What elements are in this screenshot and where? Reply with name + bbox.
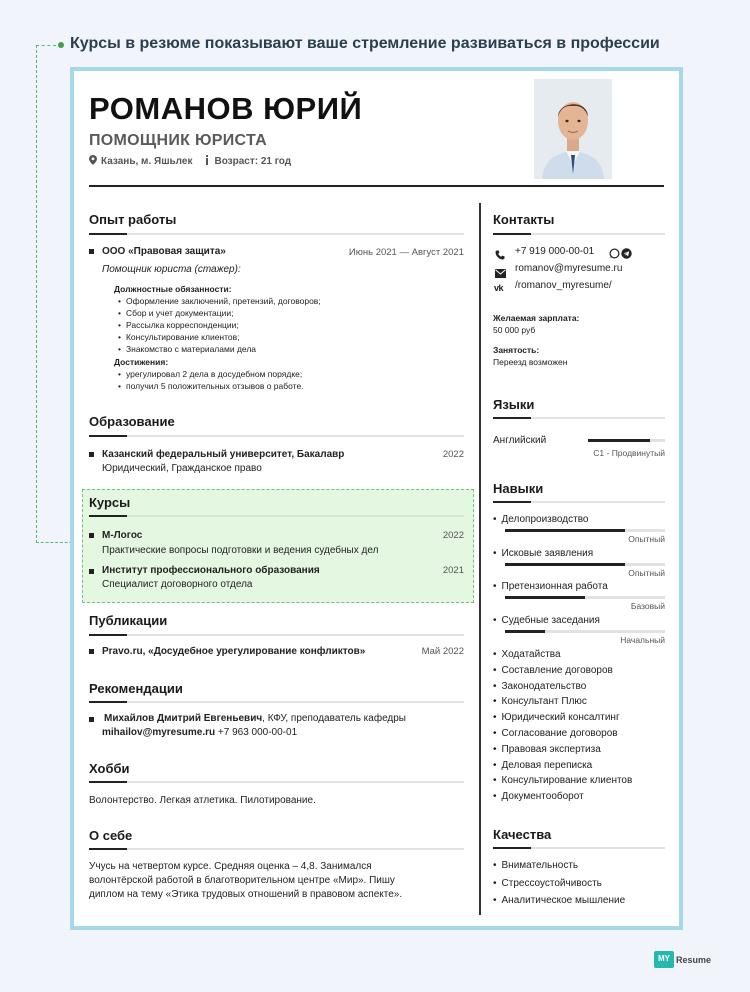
skill-level: Опытный: [628, 534, 665, 544]
section-title-contacts: Контакты: [493, 212, 555, 227]
course-name: М-Логос: [102, 530, 143, 541]
section-title-education: Образование: [89, 414, 175, 429]
duty-item: • Консультирование клиентов;: [118, 332, 240, 342]
column-divider: [479, 203, 481, 915]
resume-page: [74, 71, 679, 926]
phone-icon: [495, 247, 505, 265]
skill-bar-fill: [505, 563, 625, 566]
experience-dates: Июнь 2021 — Август 2021: [348, 247, 464, 258]
logo-badge: MY: [654, 951, 674, 968]
skill-name: • Претензионная работа: [493, 581, 608, 592]
quality-item: • Стрессоустойчивость: [493, 878, 602, 889]
section-title-languages: Языки: [493, 397, 535, 412]
location-pin-icon: [89, 155, 97, 168]
myresume-logo: [654, 951, 711, 968]
achievement-item: • получил 5 положительных отзывов о работе.: [118, 381, 304, 391]
banner-caption: Курсы в резюме показывают ваше стремление развиваться в профессии: [70, 35, 660, 52]
contact-vk[interactable]: /romanov_myresume/: [515, 280, 612, 291]
section-underline: [493, 417, 665, 419]
section-underline: [89, 435, 464, 437]
course-desc: Практические вопросы подготовки и ведения судебных дел: [102, 545, 379, 556]
quality-item: • Аналитическое мышление: [493, 895, 625, 906]
section-title-recommendations: Рекомендации: [89, 681, 183, 696]
salary-label: Желаемая зарплата:: [493, 313, 580, 323]
candidate-meta: [89, 155, 291, 168]
header-divider: [89, 185, 664, 187]
skill-level: Базовый: [630, 601, 665, 611]
achievement-item: • урегулировал 2 дела в досудебном порядке;: [118, 369, 302, 379]
employment-value: Переезд возможен: [493, 357, 568, 367]
entry-bullet: [89, 569, 94, 574]
about-line: диплом на тему «Этика трудовых отношений в правовом аспекте».: [89, 889, 403, 900]
info-icon: [204, 155, 210, 168]
section-title-skills: Навыки: [493, 481, 544, 496]
language-name: Английский: [493, 435, 547, 446]
recommender-phone: +7 963 000-00-01: [215, 727, 298, 738]
recommender-email[interactable]: mihailov@myresume.ru: [102, 727, 216, 738]
vk-icon: vk: [494, 283, 504, 293]
section-title-publications: Публикации: [89, 613, 168, 628]
skill-bar-fill: [505, 630, 545, 633]
entry-bullet: [89, 249, 94, 254]
candidate-name: РОМАНОВ ЮРИЙ: [89, 91, 363, 126]
section-underline: [493, 847, 665, 849]
publication-title: Pravo.ru, «Досудебное урегулирование конфликтов»: [102, 646, 366, 657]
recommendation-line: [104, 713, 406, 724]
section-underline: [89, 701, 464, 703]
skill-level: Опытный: [628, 567, 665, 578]
skill-item: • Согласование договоров: [493, 728, 618, 739]
section-underline: [89, 233, 464, 235]
skill-name: • Делопроизводство: [493, 514, 588, 525]
education-year: 2022: [442, 449, 464, 460]
education-school: Казанский федеральный университет, Бакалавр: [102, 449, 345, 460]
age-text: Возраст: 21 год: [214, 156, 292, 167]
duty-item: • Сбор и учет документации;: [118, 308, 233, 318]
duty-item: • Оформление заключений, претензий, договоров;: [118, 296, 321, 306]
entry-bullet: [89, 649, 94, 654]
section-title-qualities: Качества: [493, 827, 552, 842]
language-level: C1 - Продвинутый: [593, 448, 665, 458]
duties-title: Должностные обязанности:: [114, 284, 232, 294]
publication-date: Май 2022: [421, 646, 464, 657]
section-underline: [493, 501, 665, 503]
telegram-icon: [621, 246, 632, 264]
course-year: 2021: [442, 565, 464, 576]
section-title-courses: Курсы: [89, 495, 131, 510]
section-underline: [89, 848, 464, 850]
entry-bullet: [89, 717, 94, 722]
candidate-position: ПОМОЩНИК ЮРИСТА: [89, 132, 267, 149]
skill-item: • Правовая экспертиза: [493, 744, 601, 755]
contact-phone[interactable]: +7 919 000-00-01: [515, 246, 595, 257]
skill-item: • Документооборот: [493, 791, 584, 802]
recommender-name: Михайлов Дмитрий Евгеньевич: [104, 713, 263, 724]
section-underline: [89, 781, 464, 783]
quality-item: • Внимательность: [493, 860, 578, 871]
section-title-experience: Опыт работы: [89, 212, 177, 227]
language-bar-fill: [588, 439, 650, 442]
recommender-info: , КФУ, преподаватель кафедры: [262, 713, 406, 724]
skill-bar-fill: [505, 596, 585, 599]
course-desc: Специалист договорного отдела: [102, 579, 253, 590]
banner-dot-icon: [58, 42, 64, 48]
candidate-photo: [534, 79, 612, 179]
logo-text: Resume: [676, 954, 712, 965]
skill-item: • Деловая переписка: [493, 760, 592, 771]
experience-company: ООО «Правовая защита»: [102, 246, 226, 257]
experience-role: Помощник юриста (стажер):: [102, 264, 241, 275]
salary-value: 50 000 руб: [493, 325, 536, 335]
entry-bullet: [89, 533, 94, 538]
connector-line: [36, 45, 37, 543]
course-year: 2022: [442, 530, 464, 541]
about-line: волонтёрской работой в благотворительном центре «Мир». Пишу: [89, 875, 395, 886]
connector-line: [36, 45, 56, 46]
hobby-text: Волонтерство. Легкая атлетика. Пилотирование.: [89, 795, 316, 806]
about-line: Учусь на четвертом курсе. Средняя оценка – 4,8. Занимался: [89, 861, 372, 872]
section-underline: [493, 233, 665, 235]
skill-item: • Законодательство: [493, 681, 586, 692]
skill-bar-fill: [505, 529, 625, 532]
course-name: Институт профессионального образования: [102, 565, 320, 576]
skill-bar: [505, 630, 665, 633]
skill-bar: [505, 596, 665, 599]
skill-name: • Исковые заявления: [493, 548, 593, 559]
skill-item: • Ходатайства: [493, 649, 561, 660]
language-bar: [588, 439, 665, 442]
contact-email[interactable]: romanov@myresume.ru: [515, 263, 623, 274]
section-underline: [89, 634, 464, 636]
skill-name: • Судебные заседания: [493, 615, 600, 626]
skill-bar: [505, 563, 665, 566]
recommendation-contact: [102, 727, 297, 738]
section-title-hobby: Хобби: [89, 761, 130, 776]
education-details: Юридический, Гражданское право: [102, 463, 262, 474]
skill-item: • Консультант Плюс: [493, 696, 587, 707]
skill-item: • Составление договоров: [493, 665, 613, 676]
employment-label: Занятость:: [493, 345, 540, 355]
section-underline: [89, 515, 464, 517]
resume-frame: [70, 67, 683, 930]
email-icon: [495, 265, 506, 283]
whatsapp-icon: [609, 246, 620, 264]
achievements-title: Достижения:: [114, 357, 169, 367]
skill-item: • Консультирование клиентов: [493, 775, 632, 786]
duty-item: • Рассылка корреспонденции;: [118, 320, 239, 330]
location-text: Казань, м. Яшьлек: [101, 156, 193, 167]
duty-item: • Знакомство с материалами дела: [118, 344, 256, 354]
skill-level: Начальный: [620, 634, 665, 645]
skill-bar: [505, 529, 665, 532]
skill-item: • Юридический консалтинг: [493, 712, 620, 723]
section-title-about: О себе: [89, 828, 133, 843]
entry-bullet: [89, 452, 94, 457]
